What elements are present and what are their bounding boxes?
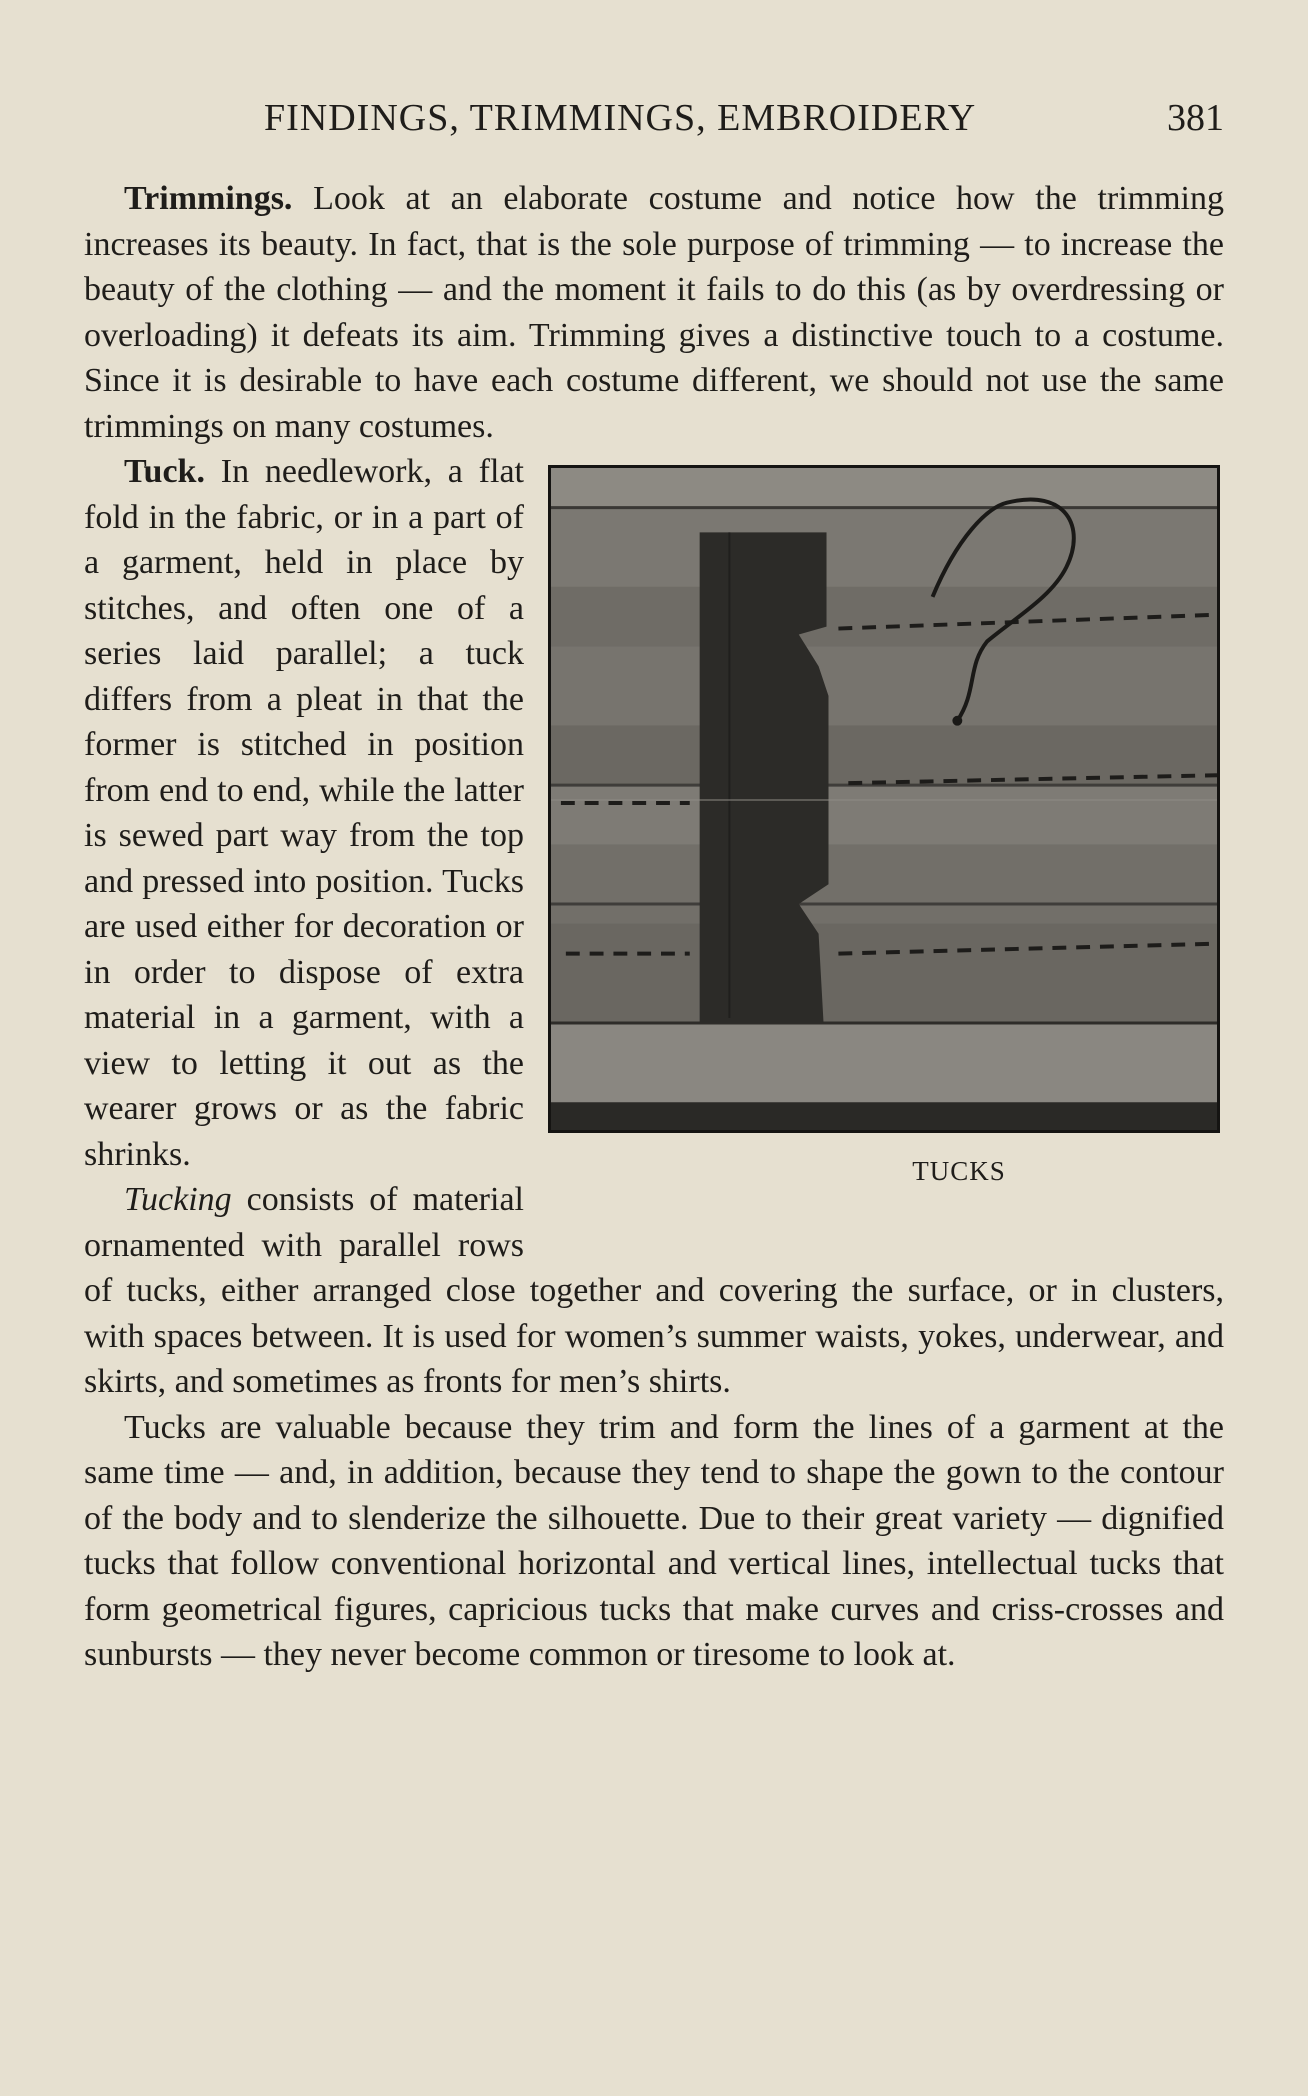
tuck-term: Tuck.	[124, 453, 205, 490]
page-header	[84, 96, 1224, 146]
tucks-photograph	[548, 465, 1220, 1133]
trimmings-term: Trimmings.	[124, 180, 293, 217]
tucking-text: consists of material ornamented with parallel rows of tucks, either arranged close together and covering the surface, or in clusters, with spaces between. It is used for women’s summer waists, yokes, underwear, and skirts, and sometimes as fronts for men’s shirts.	[84, 1181, 1224, 1400]
figure-caption: TUCKS	[912, 1156, 1006, 1186]
tucks-value-paragraph: Tucks are valuable because they trim and form the lines of a garment at the same time — and, in addition, because they tend to shape the gown to the contour of the body and to slenderize the silhouette. Due to their great variety — dignified tucks that follow conventional horizontal and vertical lines, intellectual tucks that form geometrical figures, capricious tucks that make curves and criss-crosses and sunbursts — they never become common or tiresome to look at.	[84, 1408, 1224, 1673]
trimmings-text: Look at an elaborate costume and notice how the trimming increases its beauty. In fact, that is the sole purpose of trimming — to increase the beauty of the clothing — and the moment it fails to do this (as by overdressing or overloading) it defeats its aim. Trimming gives a distinctive touch to a costume. Since it is desirable to have each costume different, we should not use the same trimmings on many costumes.	[84, 180, 1224, 445]
tucking-term: Tucking	[124, 1181, 232, 1218]
running-head: FINDINGS, TRIMMINGS, EMBROIDERY	[264, 97, 977, 139]
body-text	[84, 176, 1224, 1678]
trimmings-paragraph	[84, 176, 1224, 449]
tucks-figure	[544, 449, 1224, 1257]
page-number: 381	[1167, 97, 1224, 139]
tuck-text: In needlework, a flat fold in the fabric, or in a part of a garment, held in place by stitches, and often one of a series laid parallel; a tuck differs from a pleat in that the former is stitched in position from end to end, while the latter is sewed part way from the top and pressed into position. Tucks are used either for decoration or in order to dispose of extra material in a garment, with a view to letting it out as the wearer grows or as the fabric shrinks.	[84, 453, 524, 1173]
tucks-illustration	[551, 468, 1217, 1130]
